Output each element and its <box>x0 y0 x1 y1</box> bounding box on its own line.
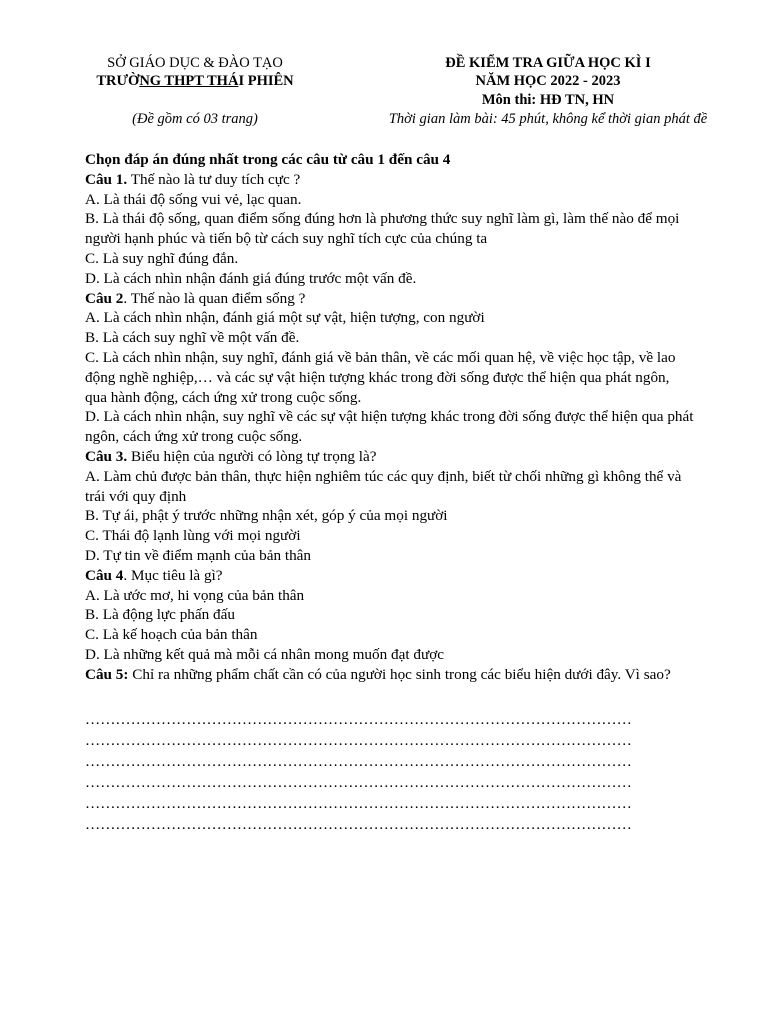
option-c: C. Thái độ lạnh lùng với mọi người <box>85 527 301 545</box>
answer-line[interactable]: ……………………………………………………………………………………………… <box>85 816 632 833</box>
option-d: D. Là cách nhìn nhận, suy nghĩ về các sự vật hiện tượng khác trong đời sống được thể hiện qua phát ngôn, cách ứng xử trong cuộc sống. <box>85 408 694 446</box>
question-text: Chỉ ra những phẩm chất cần có của người học sinh trong các biểu hiện dưới đây. Vì sao? <box>128 665 671 683</box>
question-label: Câu 2 <box>85 289 124 307</box>
question-text: Biểu hiện của người có lòng tự trọng là? <box>127 447 377 465</box>
question-2 <box>85 289 695 447</box>
question-stem <box>85 289 695 309</box>
option-d: D. Là cách nhìn nhận đánh giá đúng trước một vấn đề. <box>85 269 417 287</box>
option-a: A. Là thái độ sống vui vẻ, lạc quan. <box>85 190 302 208</box>
option-d: D. Tự tin về điểm mạnh của bản thân <box>85 546 312 564</box>
question-1 <box>85 170 695 289</box>
question-label: Câu 4 <box>85 566 124 584</box>
question-4 <box>85 566 695 665</box>
answer-line[interactable]: ……………………………………………………………………………………………… <box>85 774 632 791</box>
instruction: Chọn đáp án đúng nhất trong các câu từ câu 1 đến câu 4 <box>85 151 451 168</box>
question-text: . Mục tiêu là gì? <box>123 566 223 584</box>
school-year: NĂM HỌC 2022 - 2023 <box>475 73 621 89</box>
question-text: Thế nào là tư duy tích cực ? <box>127 170 301 188</box>
option-a: A. Là cách nhìn nhận, đánh giá một sự vật, hiện tượng, con người <box>85 309 485 327</box>
option-b: B. Tự ái, phật ý trước những nhận xét, góp ý của mọi người <box>85 507 448 525</box>
answer-line[interactable]: ……………………………………………………………………………………………… <box>85 711 632 728</box>
question-label: Câu 3. <box>85 447 128 465</box>
option-b: B. Là động lực phấn đấu <box>85 606 235 624</box>
time-note: Thời gian làm bài: 45 phút, không kể thời gian phát đề <box>388 111 708 127</box>
pages-note: (Đề gồm có 03 trang) <box>132 111 258 127</box>
question-stem <box>85 665 695 685</box>
question-5 <box>85 665 695 685</box>
question-text: . Thế nào là quan điểm sống ? <box>123 289 306 307</box>
question-label: Câu 5: <box>85 665 129 683</box>
exam-body <box>85 150 695 685</box>
option-c: C. Là cách nhìn nhận, suy nghĩ, đánh giá về bản thân, về các mối quan hệ, về việc học tập, về lao động nghề nghiệp,… và các sự vật hiện tượng khác trong đời sống được thể hiện qua phát ngôn, qua hành động, cách ứng xử trong cuộc sống. <box>85 348 676 406</box>
department-name: SỞ GIÁO DỤC & ĐÀO TẠO <box>107 55 283 71</box>
option-a: A. Làm chủ được bản thân, thực hiện nghiêm túc các quy định, biết từ chối những gì không thể và trái với quy định <box>85 467 682 505</box>
option-b: B. Là cách suy nghĩ về một vấn đề. <box>85 329 300 347</box>
option-a: A. Là ước mơ, hi vọng của bản thân <box>85 586 305 604</box>
subject: Môn thi: HĐ TN, HN <box>481 92 615 108</box>
question-label: Câu 1. <box>85 170 128 188</box>
option-d: D. Là những kết quả mà mỗi cá nhân mong muốn đạt được <box>85 645 444 663</box>
question-stem <box>85 566 695 586</box>
option-c: C. Là kế hoạch của bản thân <box>85 626 258 644</box>
option-b: B. Là thái độ sống, quan điểm sống đúng hơn là phương thức suy nghĩ làm gì, làm thế nào để mọi người hạnh phúc và tiến bộ từ cách suy nghĩ tích cực của chúng ta <box>85 210 680 248</box>
answer-line[interactable]: ……………………………………………………………………………………………… <box>85 732 632 749</box>
answer-line[interactable]: ……………………………………………………………………………………………… <box>85 753 632 770</box>
exam-header <box>0 54 768 134</box>
option-c: C. Là suy nghĩ đúng đắn. <box>85 249 239 267</box>
exam-title: ĐỀ KIỂM TRA GIỮA HỌC KÌ I <box>445 55 651 71</box>
school-name <box>80 72 310 90</box>
school-name-text: TRƯỜNG THPT THÁI PHIÊN <box>96 73 294 89</box>
question-3 <box>85 447 695 566</box>
question-stem <box>85 170 695 190</box>
answer-line[interactable]: ……………………………………………………………………………………………… <box>85 795 632 812</box>
question-stem <box>85 447 695 467</box>
